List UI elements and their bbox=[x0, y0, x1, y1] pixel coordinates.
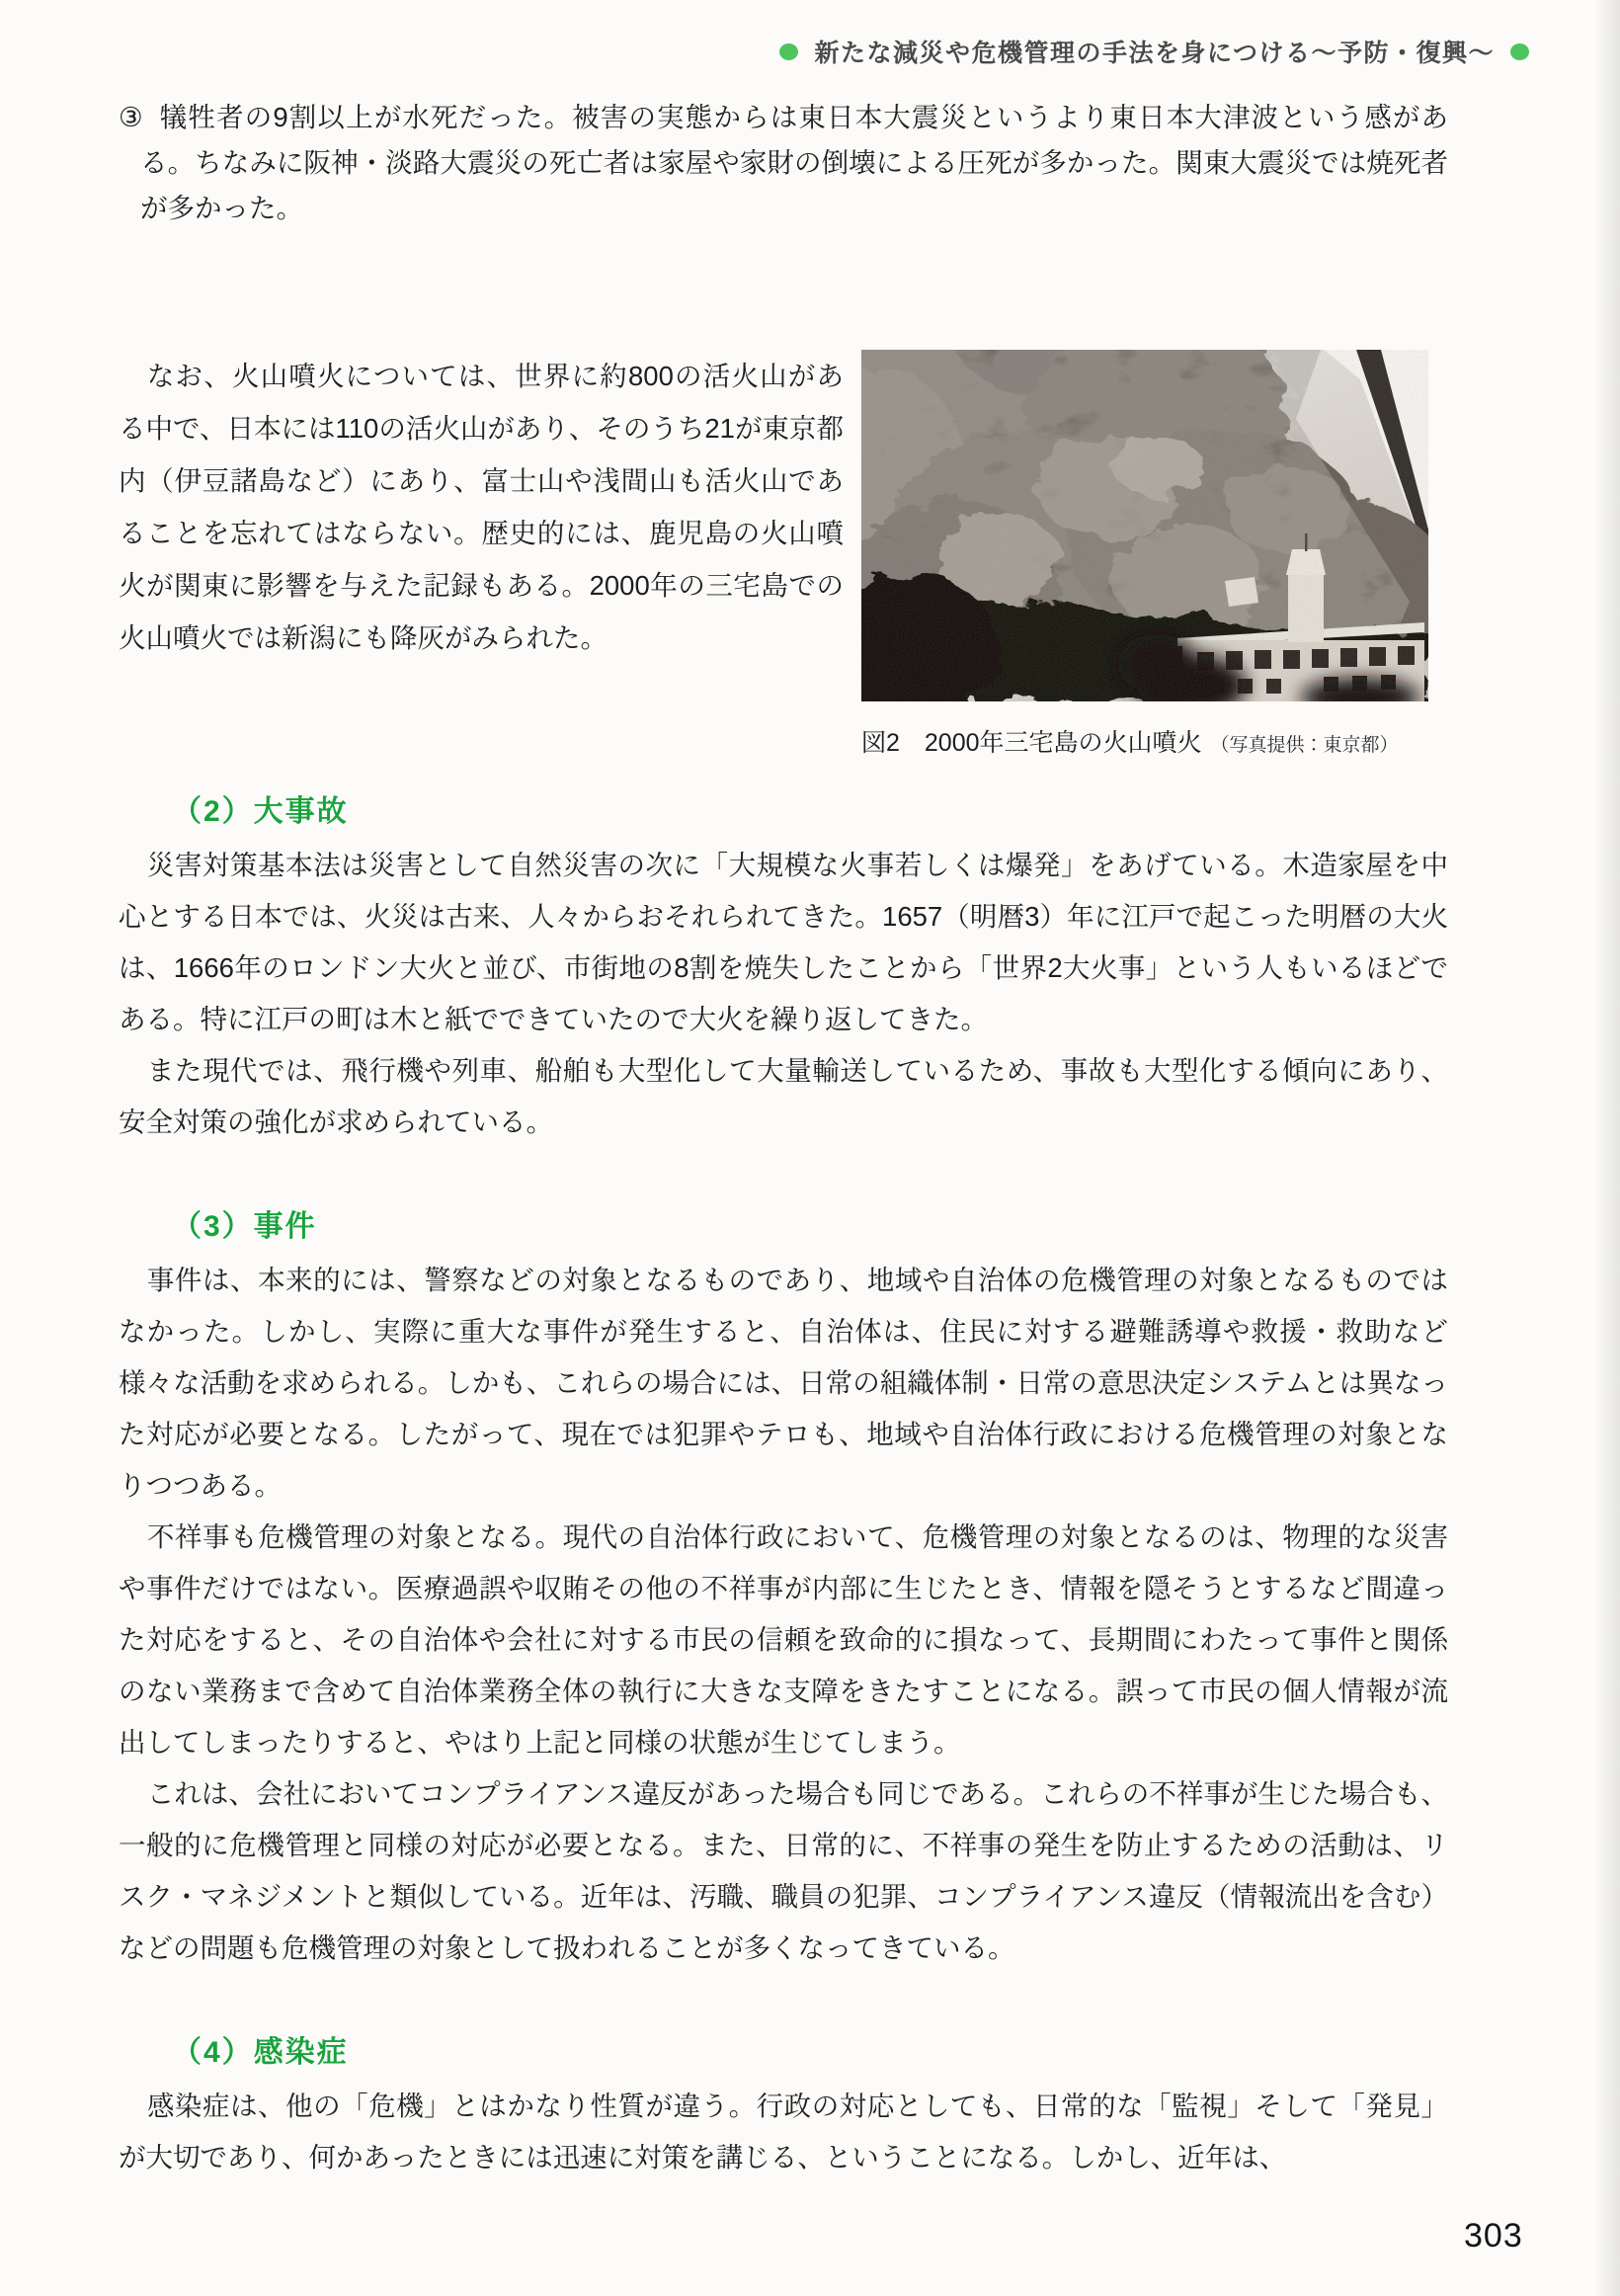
volcano-paragraph: なお、火山噴火については、世界に約800の活火山がある中で、日本には110の活火山があり、そのうち21が東京都内（伊豆諸島など）にあり、富士山や浅間山も活火山であることを忘れてはならない。歴史的には、鹿児島の火山噴火が関東に影響を与えた記録もある。2000年の三宅島での火山噴火では新潟にも降灰がみられた。 bbox=[119, 361, 844, 653]
item-text: 犠牲者の9割以上が水死だった。被害の実態からは東日本大震災というより東日本大津波という感がある。ちなみに阪神・淡路大震災の死亡者は家屋や家財の倒壊による圧死が多かった。関東大震災では焼死者が多かった。 bbox=[140, 102, 1448, 223]
figure-2 bbox=[861, 350, 1428, 759]
section-heading: （2）大事故 bbox=[172, 795, 349, 828]
main-content bbox=[119, 95, 1448, 2183]
figure-caption bbox=[861, 723, 1428, 759]
volcano-eruption-photo bbox=[861, 350, 1428, 701]
figure-credit: （写真提供：東京都） bbox=[1210, 735, 1399, 756]
page-edge-shade bbox=[1594, 0, 1620, 2296]
paragraph: 不祥事も危機管理の対象となる。現代の自治体行政において、危機管理の対象となるのは、物理的な災害や事件だけではない。医療過誤や収賄その他の不祥事が内部に生じたとき、情報を隠そうとするなど間違った対応をすると、その自治体や会社に対する市民の信頼を致命的に損なって、長期間にわたって事件と関係のない業務まで含めて自治体業務全体の執行に大きな支障をきたすことになる。誤って市民の個人情報が流出してしまったりすると、やはり上記と同様の状態が生じてしまう。 bbox=[119, 1521, 1448, 1758]
paragraph: また現代では、飛行機や列車、船舶も大型化して大量輸送しているため、事故も大型化する傾向にあり、安全対策の強化が求められている。 bbox=[119, 1055, 1448, 1137]
page-number: 303 bbox=[1464, 2217, 1523, 2255]
section-major-accidents bbox=[119, 794, 1448, 1148]
figure-caption-text: 図2 2000年三宅島の火山噴火 bbox=[861, 729, 1202, 757]
page-header bbox=[779, 34, 1529, 69]
section-heading: （4）感染症 bbox=[172, 2036, 349, 2069]
item-marker: ③ bbox=[119, 102, 144, 132]
volcano-section bbox=[119, 350, 1448, 759]
section-infectious-diseases bbox=[119, 2035, 1448, 2183]
section-incidents bbox=[119, 1209, 1448, 1974]
section-heading: （3）事件 bbox=[172, 1210, 317, 1243]
green-dot-icon bbox=[779, 43, 798, 60]
paragraph: 災害対策基本法は災害として自然災害の次に「大規模な火事若しくは爆発」をあげている。木造家屋を中心とする日本では、火災は古来、人々からおそれられてきた。1657（明暦3）年に江戸で起こった明暦の大火は、1666年のロンドン大火と並び、市街地の8割を焼失したことから「世界2大火事」という人もいるほどである。特に江戸の町は木と紙でできていたので大火を繰り返してきた。 bbox=[119, 850, 1448, 1034]
numbered-item-3 bbox=[119, 95, 1448, 231]
paragraph: これは、会社においてコンプライアンス違反があった場合も同じである。これらの不祥事が生じた場合も、一般的に危機管理と同様の対応が必要となる。また、日常的に、不祥事の発生を防止するための活動は、リスク・マネジメントと類似している。近年は、汚職、職員の犯罪、コンプライアンス違反（情報流出を含む）などの問題も危機管理の対象として扱われることが多くなってきている。 bbox=[119, 1778, 1448, 1963]
green-dot-icon bbox=[1510, 43, 1529, 60]
running-head-title: 新たな減災や危機管理の手法を身につける～予防・復興～ bbox=[814, 40, 1495, 67]
paragraph: 感染症は、他の「危機」とはかなり性質が違う。行政の対応としても、日常的な「監視」そして「発見」が大切であり、何かあったときには迅速に対策を講じる、ということになる。しかし、近年は、 bbox=[119, 2091, 1448, 2173]
paragraph: 事件は、本来的には、警察などの対象となるものであり、地域や自治体の危機管理の対象となるものではなかった。しかし、実際に重大な事件が発生すると、自治体は、住民に対する避難誘導や救援・救助など様々な活動を求められる。しかも、これらの場合には、日常の組織体制・日常の意思決定システムとは異なった対応が必要となる。したがって、現在では犯罪やテロも、地域や自治体行政における危機管理の対象となりつつある。 bbox=[119, 1265, 1448, 1501]
